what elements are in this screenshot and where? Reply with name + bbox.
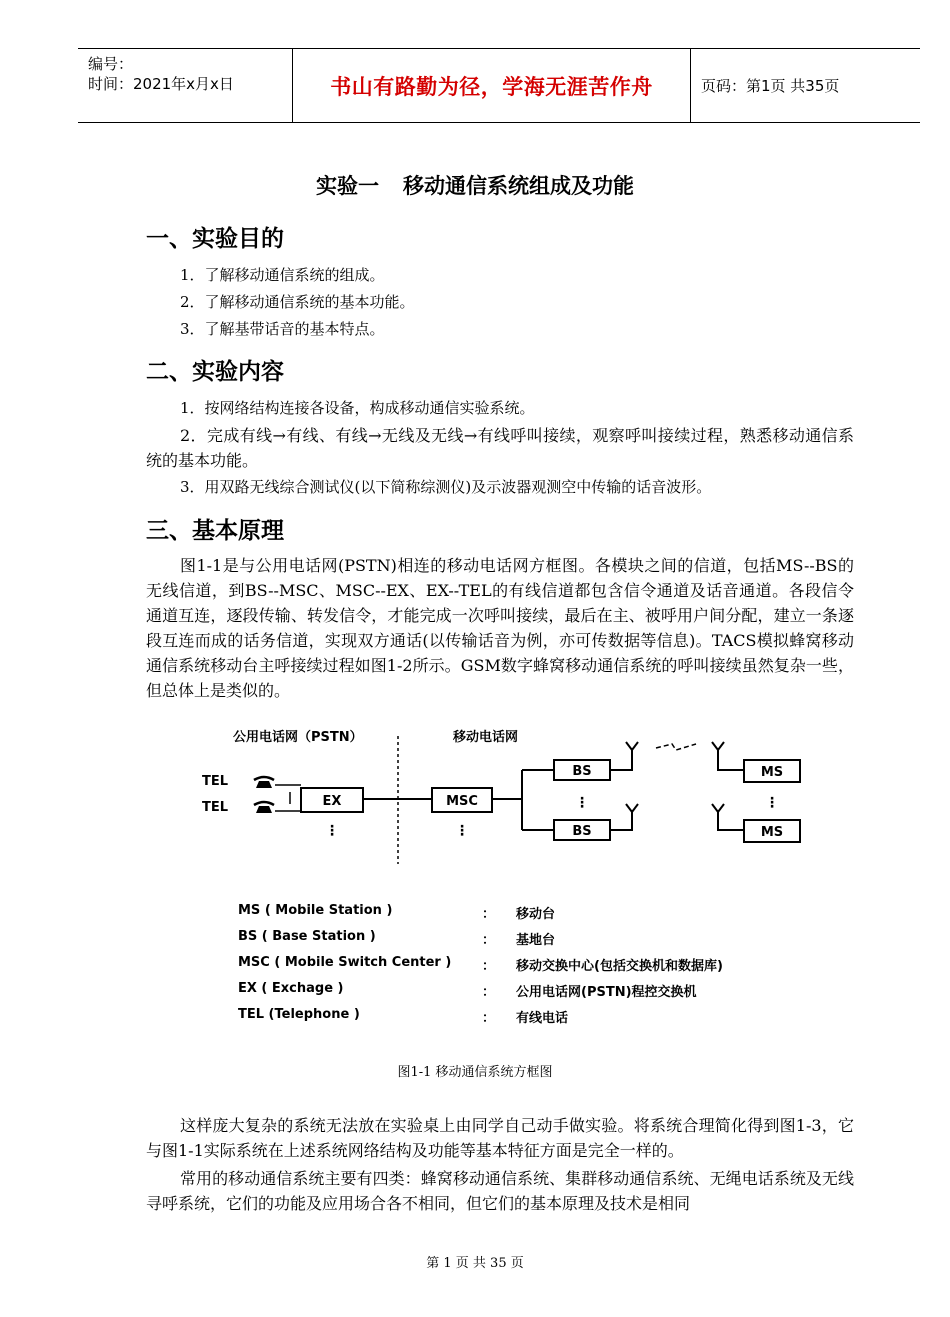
document-date: 时间：2021年x月x日 xyxy=(88,75,234,93)
list-item: 1．了解移动通信系统的组成。 xyxy=(180,266,385,284)
motto: 书山有路勤为径，学海无涯苦作舟 xyxy=(330,74,653,99)
list-item: 3．了解基带话音的基本特点。 xyxy=(180,320,385,338)
title-part-1: 实验一 xyxy=(316,174,379,198)
document-number: 编号： xyxy=(88,55,134,73)
ex-label: EX xyxy=(322,794,342,809)
section-heading-content: 二、实验内容 xyxy=(146,359,284,385)
svg-text:⋮: ⋮ xyxy=(575,795,589,811)
legend-separator: ： xyxy=(482,907,496,922)
legend-separator: ： xyxy=(482,1011,496,1026)
legend-key: MS ( Mobile Station ) xyxy=(238,903,393,918)
legend-value: 公用电话网(PSTN)程控交换机 xyxy=(516,985,697,1000)
list-item: 1．按网络结构连接各设备，构成移动通信实验系统。 xyxy=(180,399,535,417)
antenna-icon xyxy=(626,742,638,750)
legend-key: MSC ( Mobile Switch Center ) xyxy=(238,955,452,970)
section-heading-principle: 三、基本原理 xyxy=(146,518,284,544)
principle-paragraph: 图1-1是与公用电话网(PSTN)相连的移动电话网方框图。各模块之间的信道，包括MS--BS的无线信道，到BS--MSC、MSC--EX、EX--TEL的有线信道都包含信令通道及话音通道。各段信令通道互连，逐段传输、转发信令，才能完成一次呼叫接续，最后在主、被呼用户间分配，建立一条逐段互连而成的话务信道，实现双方通话(以传输话音为例，亦可传数据等信息)。TACS模拟蜂窝移动通信系统移动台主呼接续过程如图1-2所示。GSM数字蜂窝移动通信系统的呼叫接续虽然复杂一些，但总体上是类似的。 xyxy=(146,556,854,700)
svg-text:⋮: ⋮ xyxy=(765,795,779,811)
legend-value: 移动台 xyxy=(516,907,556,922)
page-footer: 第 1 页 共 35 页 xyxy=(426,1256,524,1271)
legend-separator: ： xyxy=(482,985,496,1000)
network-diagram xyxy=(180,722,830,872)
document-title xyxy=(0,170,950,200)
mobile-network-label: 移动电话网 xyxy=(453,730,519,745)
legend-value: 移动交换中心(包括交换机和数据库) xyxy=(516,959,723,974)
page-header xyxy=(78,48,920,123)
list-item: 3．用双路无线综合测试仪(以下简称综测仪)及示波器观测空中传输的话音波形。 xyxy=(180,478,712,496)
antenna-icon xyxy=(626,804,638,812)
list-item-wrapped: 2．完成有线→有线、有线→无线及无线→有线呼叫接续，观察呼叫接续过程，熟悉移动通信系统的基本功能。 xyxy=(146,426,854,470)
legend-separator: ： xyxy=(482,959,496,974)
page-indicator: 页码：第1页 共35页 xyxy=(701,77,840,95)
msc-label: MSC xyxy=(446,794,478,809)
bs-label: BS xyxy=(572,824,592,839)
body-paragraph: 这样庞大复杂的系统无法放在实验桌上由同学自己动手做实验。将系统合理简化得到图1-3，它与图1-1实际系统在上述系统网络结构及功能等基本特征方面是完全一样的。 xyxy=(146,1116,854,1160)
svg-text:⋮: ⋮ xyxy=(455,823,469,839)
section-heading-purpose: 一、实验目的 xyxy=(146,226,284,252)
header-page-cell xyxy=(691,49,920,122)
body-paragraph: 常用的移动通信系统主要有四类：蜂窝移动通信系统、集群移动通信系统、无绳电话系统及无线寻呼系统，它们的功能及应用场合各不相同，但它们的基本原理及技术是相同 xyxy=(146,1169,854,1213)
tel-label-1: TEL xyxy=(202,774,229,789)
legend-key: EX ( Exchage ) xyxy=(238,981,344,996)
ms-label: MS xyxy=(760,825,784,840)
header-motto-cell xyxy=(293,49,691,122)
legend-separator: ： xyxy=(482,933,496,948)
list-item: 2．了解移动通信系统的基本功能。 xyxy=(180,293,415,311)
svg-text:⋮: ⋮ xyxy=(325,823,339,839)
header-meta-cell xyxy=(78,49,293,122)
legend-value: 基地台 xyxy=(516,933,556,948)
legend-key: BS ( Base Station ) xyxy=(238,929,376,944)
telephone-icon xyxy=(254,802,274,813)
ms-label: MS xyxy=(760,765,784,780)
tel-label-2: TEL xyxy=(202,800,229,815)
figure-caption: 图1-1 移动通信系统方框图 xyxy=(397,1065,553,1080)
bs-label: BS xyxy=(572,764,592,779)
telephone-icon xyxy=(254,777,274,788)
pstn-label: 公用电话网（PSTN） xyxy=(233,730,363,745)
legend-key: TEL (Telephone ) xyxy=(238,1007,360,1022)
title-part-2: 移动通信系统组成及功能 xyxy=(403,174,634,198)
legend-value: 有线电话 xyxy=(516,1011,569,1026)
radio-link xyxy=(656,744,696,750)
